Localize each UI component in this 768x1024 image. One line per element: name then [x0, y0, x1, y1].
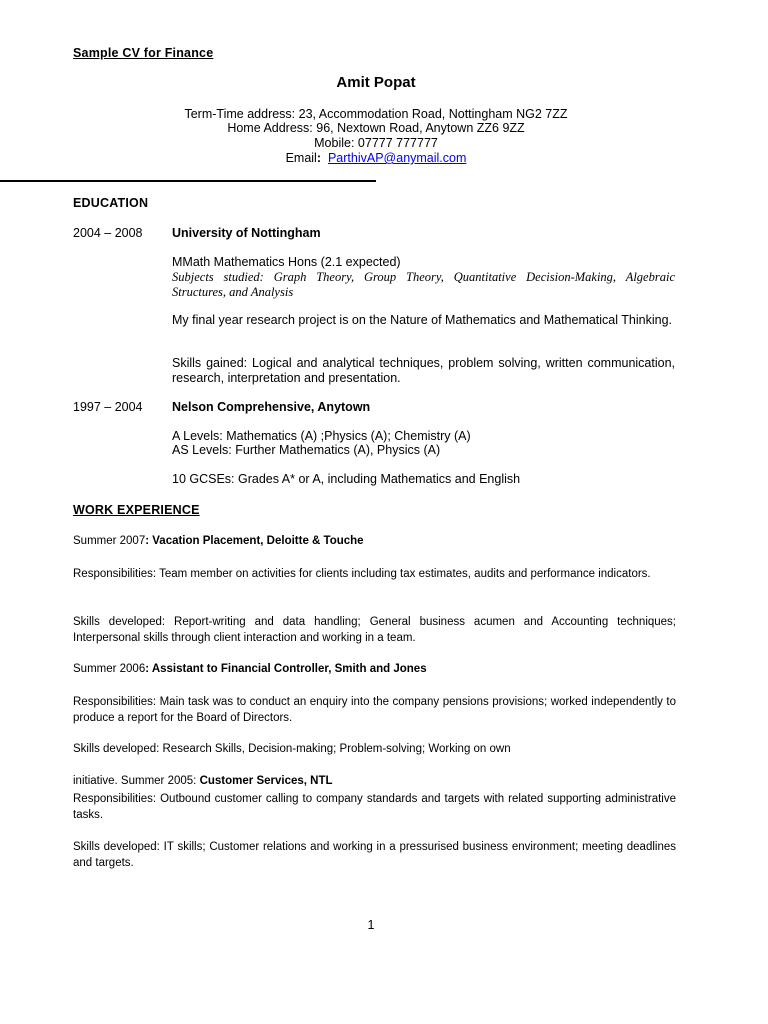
- job-responsibilities: Responsibilities: Outbound customer calling to company standards and targets with related supporting administrative tasks.: [73, 793, 676, 821]
- header-divider: [0, 180, 376, 182]
- home-address: Home Address: 96, Nextown Road, Anytown ZZ6 9ZZ: [227, 121, 525, 135]
- education-degree: MMath Mathematics Hons (2.1 expected): [172, 255, 401, 269]
- page-number: 1: [367, 918, 375, 932]
- education-institution: Nelson Comprehensive, Anytown: [172, 400, 371, 414]
- job-skills: Skills developed: IT skills; Customer relations and working in a pressurised business environment; meeting deadlines and targets.: [73, 841, 676, 869]
- education-as-levels: AS Levels: Further Mathematics (A), Physics (A): [172, 443, 441, 457]
- term-address: Term-Time address: 23, Accommodation Road, Nottingham NG2 7ZZ: [184, 107, 568, 121]
- job-period: Summer 2006: [73, 663, 146, 675]
- education-skills: Skills gained: Logical and analytical techniques, problem solving, written communication, research, interpretation and presentation.: [172, 356, 675, 385]
- job-skills: Skills developed: Research Skills, Decision-making; Problem-solving; Working on own: [73, 743, 511, 755]
- education-institution: University of Nottingham: [172, 226, 321, 240]
- education-gcses: 10 GCSEs: Grades A* or A, including Mathematics and English: [172, 472, 521, 486]
- email-label: Email: [285, 151, 317, 165]
- document-title: Sample CV for Finance: [73, 46, 214, 60]
- job-title-line: [73, 775, 333, 787]
- job-responsibilities: Responsibilities: Main task was to conduct an enquiry into the company pensions provisions; worked independently to produce a report for the Board of Directors.: [73, 696, 676, 724]
- job-period: Summer 2007: [73, 535, 146, 547]
- education-subjects: Subjects studied: Graph Theory, Group Theory, Quantitative Decision-Making, Algebraic Structures, and Analysis: [172, 270, 675, 299]
- job-role: : Assistant to Financial Controller, Smith and Jones: [145, 663, 427, 675]
- email-link[interactable]: ParthivAP@anymail.com: [327, 151, 467, 165]
- email-line: [0, 151, 752, 165]
- education-project: My final year research project is on the Nature of Mathematics and Mathematical Thinking.: [172, 313, 672, 327]
- job-responsibilities: Responsibilities: Team member on activities for clients including tax estimates, audits and performance indicators.: [73, 568, 651, 580]
- job-period: initiative. Summer 2005:: [73, 775, 197, 787]
- job-role: Customer Services, NTL: [196, 775, 333, 787]
- education-a-levels: A Levels: Mathematics (A) ;Physics (A); Chemistry (A): [172, 429, 471, 443]
- education-dates: 1997 – 2004: [73, 400, 143, 414]
- job-role: : Vacation Placement, Deloitte & Touche: [145, 535, 364, 547]
- job-skills: Skills developed: Report-writing and data handling; General business acumen and Accounting techniques; Interpersonal skills through client interaction and working in a team.: [73, 616, 676, 644]
- education-dates: 2004 – 2008: [73, 226, 143, 240]
- education-heading: EDUCATION: [73, 196, 149, 210]
- work-experience-heading: WORK EXPERIENCE: [73, 503, 200, 517]
- email-colon: :: [316, 151, 322, 165]
- job-title-line: [73, 663, 427, 675]
- mobile-number: Mobile: 07777 777777: [314, 136, 438, 150]
- job-title-line: [73, 535, 364, 547]
- candidate-name: Amit Popat: [336, 74, 416, 91]
